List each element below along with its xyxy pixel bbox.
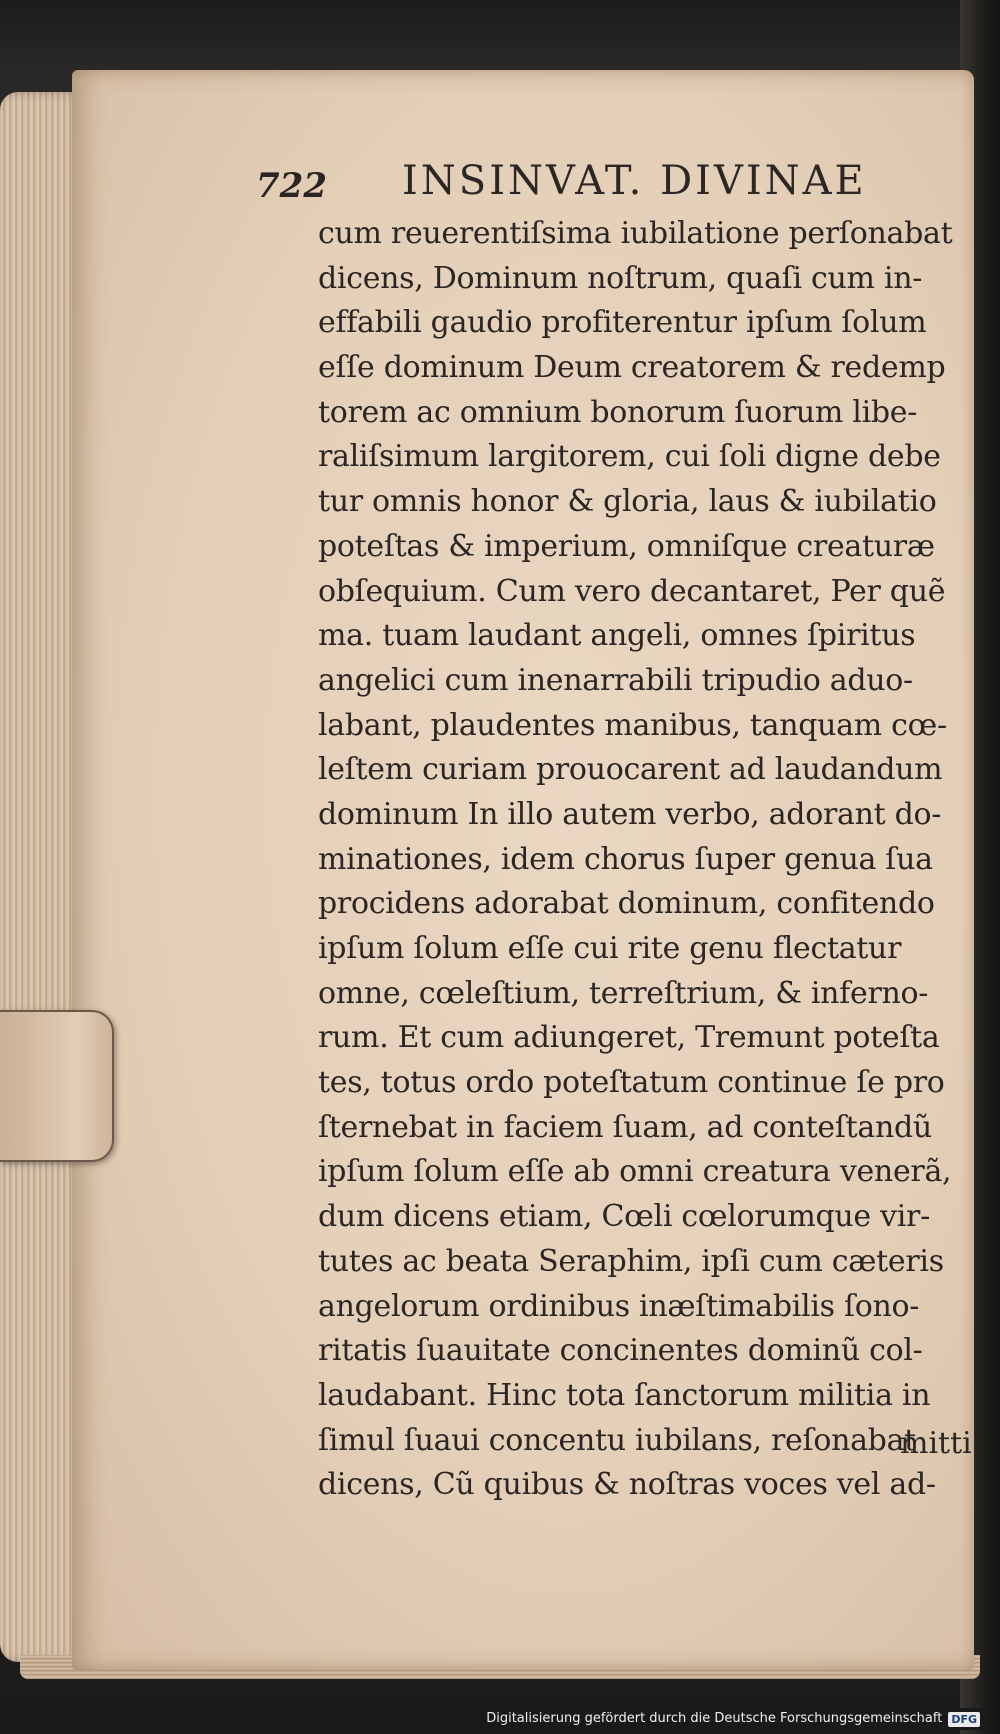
dfg-logo-icon: DFG <box>948 1712 980 1727</box>
text-line: ipſum ſolum eſſe cui rite genu flectatur <box>318 931 902 966</box>
text-line: minationes, idem chorus ſuper genua ſua <box>318 841 933 877</box>
page-header <box>250 158 940 214</box>
text-line: dicens, Cũ quibus & noſtras voces vel ad- <box>318 1467 936 1503</box>
catchword: mitti <box>900 1426 972 1461</box>
page-stack-edge <box>0 92 82 1662</box>
text-line: eſſe dominum Deum creatorem & redemp <box>318 350 946 386</box>
text-line: poteſtas & imperium, omniſque creaturæ <box>318 528 935 564</box>
text-line: obſequium. Cum vero decantaret, Per quẽ <box>318 573 946 609</box>
text-line: angelorum ordinibus inæſtimabilis ſono- <box>318 1288 920 1324</box>
text-line: procidens adorabat dominum, confitendo <box>318 886 935 922</box>
body-text <box>318 212 980 1508</box>
text-line: ipſum ſolum eſſe ab omni creatura venerã, <box>318 1154 952 1190</box>
page-number: 722 <box>256 166 327 206</box>
text-line: effabili gaudio profiterentur ipſum ſolum <box>318 305 927 341</box>
text-line: rum. Et cum adiungeret, Tremunt poteſta <box>318 1020 940 1056</box>
digitization-footer <box>480 1708 986 1730</box>
text-line: ſimul ſuaui concentu iubilans, reſonabat <box>318 1422 916 1458</box>
text-line: labant, plaudentes manibus, tanquam cœ- <box>318 707 947 743</box>
text-line: leſtem curiam prouocarent ad laudandum <box>318 752 943 788</box>
text-line: dominum In illo autem verbo, adorant do- <box>318 796 942 832</box>
text-line: tes, totus ordo poteſtatum continue ſe pro <box>318 1065 945 1101</box>
running-head: INSINVAT. DIVINAE <box>402 158 867 204</box>
text-line: omne, cœleſtium, terreſtrium, & inferno- <box>318 975 929 1011</box>
text-line: dum dicens etiam, Cœli cœlorumque vir- <box>318 1199 930 1235</box>
text-line: angelici cum inenarrabili tripudio aduo- <box>318 662 913 698</box>
text-line: tutes ac beata Seraphim, ipſi cum cæteris <box>318 1243 944 1279</box>
text-line: torem ac omnium bonorum ſuorum libe- <box>318 394 918 430</box>
text-line: cum reuerentiſsima iubilatione perſonabat <box>318 216 953 251</box>
text-line: ritatis ſuauitate concinentes dominũ col- <box>318 1333 923 1369</box>
text-line: raliſsimum largitorem, cui ſoli digne debe <box>318 439 941 475</box>
text-line: tur omnis honor & gloria, laus & iubilatio <box>318 484 937 520</box>
text-line: dicens, Dominum noſtrum, quaſi cum in- <box>318 260 923 296</box>
text-line: laudabant. Hinc tota ſanctorum militia in <box>318 1377 931 1413</box>
text-line: ſternebat in faciem ſuam, ad conteſtandũ <box>318 1109 932 1145</box>
book-clasp <box>0 1010 114 1162</box>
funding-credit: Digitalisierung gefördert durch die Deutsche Forschungsgemeinschaft <box>486 1711 943 1726</box>
text-line: ma. tuam laudant angeli, omnes ſpiritus <box>318 618 916 654</box>
